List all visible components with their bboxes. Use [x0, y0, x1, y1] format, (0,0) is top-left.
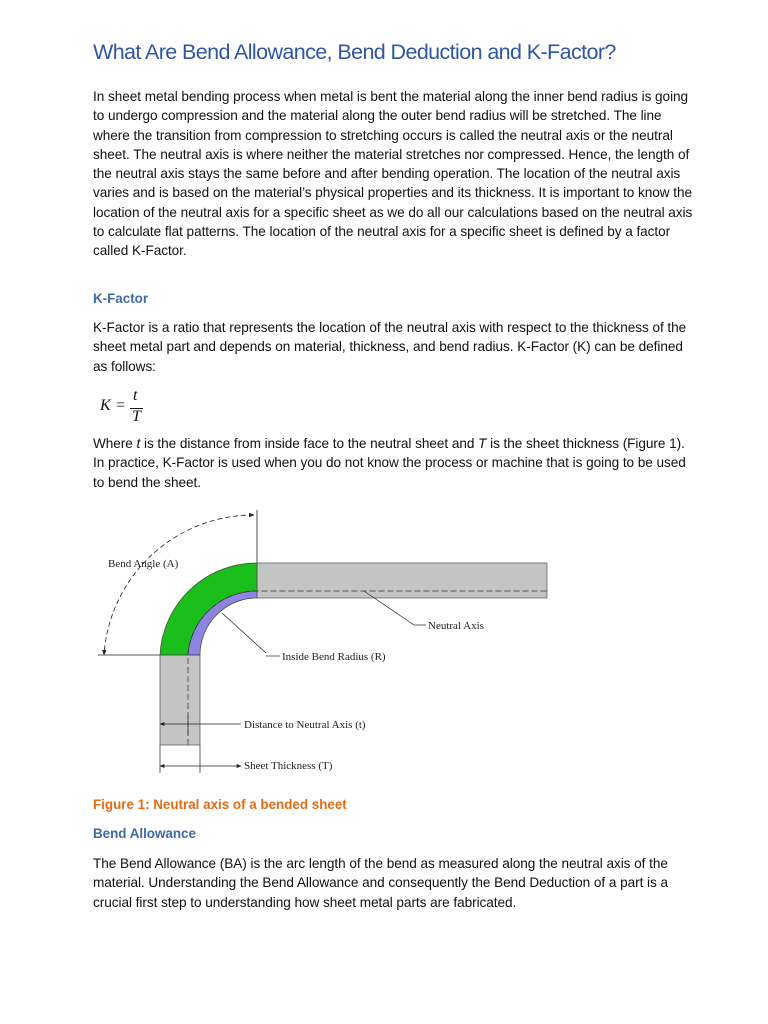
- neutral-axis-line: [188, 591, 547, 745]
- page-title: What Are Bend Allowance, Bend Deduction and K-Factor?: [93, 40, 616, 64]
- bend-allowance-heading: Bend Allowance: [93, 826, 196, 841]
- horizontal-flange: [257, 563, 547, 598]
- explanation-part2: is the distance from inside face to the neutral sheet and: [140, 436, 479, 451]
- formula-equals: =: [116, 397, 126, 414]
- explanation-var-t: t: [136, 436, 141, 451]
- vertical-flange: [160, 655, 200, 745]
- bend-allowance-paragraph: The Bend Allowance (BA) is the arc length of the bend as measured along the neutral axis of the material. Understanding the Bend Allowance and consequently the Bend Deduction of a part is a crucial first step to understanding how sheet metal parts are fabricated.: [93, 856, 668, 910]
- kfactor-explanation: [93, 434, 693, 492]
- kfactor-definition: K-Factor is a ratio that represents the location of the neutral axis with respect to the thickness of the sheet metal part and depends on material, thickness, and bend radius. K-Factor (K) can be defined as follows:: [93, 320, 687, 374]
- outer-bend-region: [160, 563, 257, 655]
- neutral-axis-label: Neutral Axis: [428, 620, 484, 632]
- formula-denominator: T: [132, 408, 141, 425]
- inside-radius-label: Inside Bend Radius (R): [282, 651, 386, 663]
- sheet-thickness-label: Sheet Thickness (T): [244, 760, 333, 772]
- neutral-axis-figure: [94, 505, 564, 785]
- kfactor-heading: K-Factor: [93, 291, 149, 306]
- formula-numerator: t: [133, 387, 138, 404]
- distance-neutral-label: Distance to Neutral Axis (t): [244, 719, 366, 731]
- inside-radius-leader: [222, 613, 266, 653]
- kfactor-formula: [100, 388, 160, 428]
- formula-lhs: K: [100, 397, 111, 414]
- explanation-part3: is the sheet thickness (Figure 1). In practice, K-Factor is used when you do not know the process or machine that is going to be used to bend the sheet.: [93, 436, 686, 490]
- intro-paragraph: In sheet metal bending process when metal is bent the material along the inner bend radius is going to undergo compression and the material along the outer bend radius will be stretched. The line where the transition from compression to stretching occurs is called the neutral axis or the neutral sheet. The neutral axis is where neither the material stretches nor compressed. Hence, the length of the neutral axis stays the same before and after bending operation. The location of the neutral axis varies and is based on the material’s physical properties and its thickness. It is important to know the location of the neutral axis for a specific sheet as we do all our calculations based on the neutral axis to calculate flat patterns. The location of the neutral axis for a specific sheet is defined by a factor called K-Factor.: [93, 89, 693, 259]
- bend-angle-label: Bend Angle (A): [108, 558, 179, 570]
- figure-caption: Figure 1: Neutral axis of a bended sheet: [93, 797, 347, 812]
- explanation-var-T: T: [478, 436, 487, 451]
- bend-diagram: [94, 505, 564, 780]
- explanation-part1: Where: [93, 436, 137, 451]
